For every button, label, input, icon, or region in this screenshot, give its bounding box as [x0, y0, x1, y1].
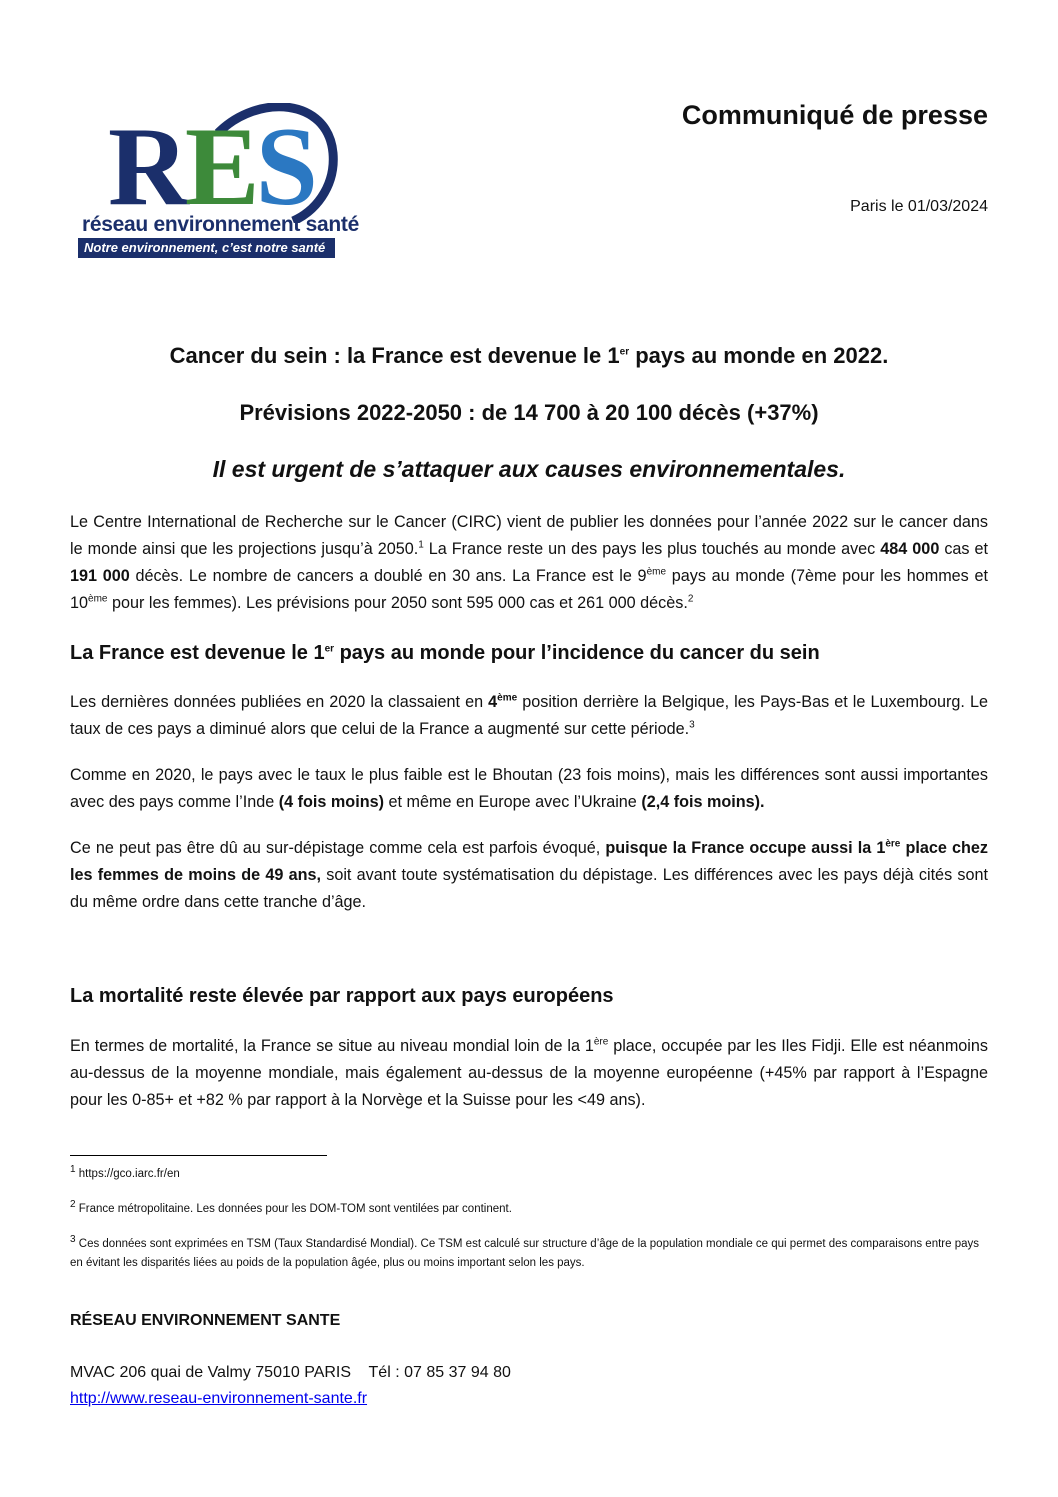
logo-letter-s: S: [255, 105, 314, 229]
footer-address: MVAC 206 quai de Valmy 75010 PARIS Tél : 07 85 37 94 80: [70, 1364, 511, 1381]
paragraph-screening: Ce ne peut pas être dû au sur-dépistage comme cela est parfois évoqué, puisque la France occupe aussi la 1ère place chez les femmes de moins de 49 ans, soit avant toute systématisation du dépistage. Les différences avec les pays déjà cités sont du même ordre dans cette tranche d’âge.: [70, 838, 988, 911]
paragraph-comparison: Comme en 2020, le pays avec le taux le plus faible est le Bhoutan (23 fois moins), mais les différences sont aussi importantes avec des pays comme l’Inde (4 fois moins) et même en Europe avec l’Ukraine (2,4 fois moins).: [70, 766, 988, 811]
footnote-divider: [70, 1155, 327, 1156]
main-title: Cancer du sein : la France est devenue le 1er pays au monde en 2022.: [169, 343, 889, 368]
footnote-ref-1[interactable]: 1: [418, 539, 424, 551]
footnote-2: $^2$ France métropolitaine. Les données pour les DOM-TOM sont ventilées par continent.: [70, 1199, 512, 1215]
logo-name: réseau environnement santé: [82, 213, 359, 236]
footer-organization: RÉSEAU ENVIRONNEMENT SANTE: [70, 1312, 341, 1329]
subtitle-urgent: Il est urgent de s’attaquer aux causes environnementales.: [212, 456, 846, 482]
footnote-1: $^1$ https://gco.iarc.fr/en: [70, 1164, 180, 1180]
res-logo: [78, 103, 359, 263]
section-heading-mortality: La mortalité reste élevée par rapport aux pays européens: [70, 985, 614, 1007]
release-date: Paris le 01/03/2024: [850, 198, 988, 215]
footnote-ref-3[interactable]: 3: [689, 719, 695, 731]
subtitle-forecast: Prévisions 2022-2050 : de 14 700 à 20 100 décès (+37%): [239, 400, 819, 425]
logo-letter-r: R: [108, 105, 185, 229]
intro-paragraph: Le Centre International de Recherche sur le Cancer (CIRC) vient de publier les données pour l’année 2022 sur le cancer dans le monde ainsi que les projections jusqu’à 2050.$^1$ La France reste un des pays les plus touchés au monde avec 484 000 cas et 191 000 décès. Le nombre de cancers a doublé en 30 ans. La France est le 9ème pays au monde (7ème pour les hommes et 10ème pour les femmes). Les prévisions pour 2050 sont 595 000 cas et 261 000 décès.$^2$: [70, 513, 989, 612]
footnote-3: $^3$ Ces données sont exprimées en TSM (Taux Standardisé Mondial). Ce TSM est calculé sur structure d’âge de la population mondiale ce qui permet des comparaisons entre pays en évitant les disparités liées au poids de la population âgée, plus ou moins important selon les pays.: [70, 1234, 979, 1269]
press-release-label: Communiqué de presse: [681, 100, 988, 130]
logo-letter-e: E: [184, 105, 256, 229]
paragraph-ranking: Les dernières données publiées en 2020 la classaient en 4ème position derrière la Belgique, les Pays-Bas et le Luxembourg. Le taux de ces pays a diminué alors que celui de la France a augmenté sur cette période.$^3$: [70, 692, 988, 738]
logo-tagline: Notre environnement, c’est notre santé: [78, 238, 335, 258]
paragraph-mortality: En termes de mortalité, la France se situe au niveau mondial loin de la 1ère place, occupée par les Iles Fidji. Elle est néanmoins au-dessus de la moyenne mondiale, mais également au-dessus de la moyenne européenne (+45% par rapport à l’Espagne pour les 0-85+ et +82 % par rapport à la Norvège et la Suisse pour les <49 ans).: [70, 1036, 989, 1109]
website-link[interactable]: http://www.reseau-environnement-sante.fr: [70, 1390, 368, 1407]
footnote-ref-2[interactable]: 2: [687, 593, 694, 605]
section-heading-incidence: La France est devenue le 1er pays au monde pour l’incidence du cancer du sein: [70, 642, 820, 664]
